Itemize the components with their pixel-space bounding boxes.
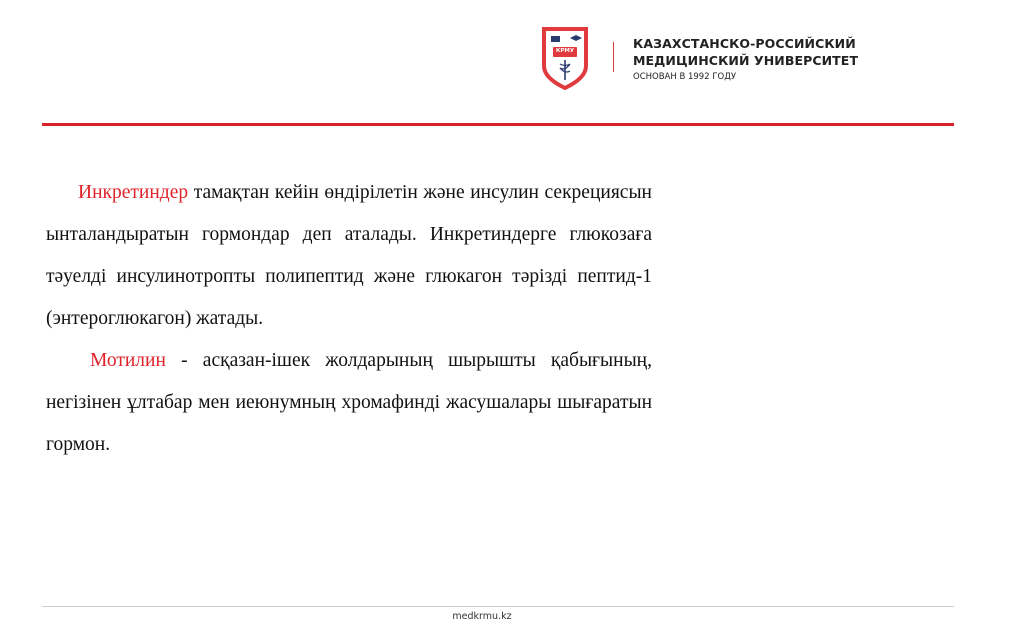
footer-divider [42,606,954,607]
term-incretins: Инкретиндер [78,182,189,203]
founded-year: ОСНОВАН В 1992 ГОДУ [633,72,737,82]
paragraph-incretins [46,172,652,340]
paragraph-incretins-text: тамақтан кейін өндірілетін және инсулин секрециясын ынталандыратын гормондар деп аталады. Инкретиндерге глюкозаға тәуелді инсулинотропты полипептид және глюкагон тәрізді пептид-1 (энтероглюкагон) жатады. [46,182,652,329]
paragraph-motilin [46,340,652,466]
university-emblem-icon [540,26,590,90]
logo-divider [613,42,614,72]
university-name-line2: МЕДИЦИНСКИЙ УНИВЕРСИТЕТ [633,53,859,68]
footer-url: medkrmu.kz [452,611,512,622]
header-divider [42,123,954,126]
university-name [633,35,858,69]
university-name-line1: КАЗАХСТАНСКО-РОССИЙСКИЙ [633,36,856,51]
paragraph-motilin-text: - асқазан-ішек жолдарының шырышты қабығының, негізінен ұлтабар мен иеюнумның хромафинді жасушалары шығаратын гормон. [46,350,652,455]
slide-body [46,172,652,466]
term-motilin: Мотилин [90,350,166,371]
logo-abbreviation: КРМУ [555,48,575,54]
